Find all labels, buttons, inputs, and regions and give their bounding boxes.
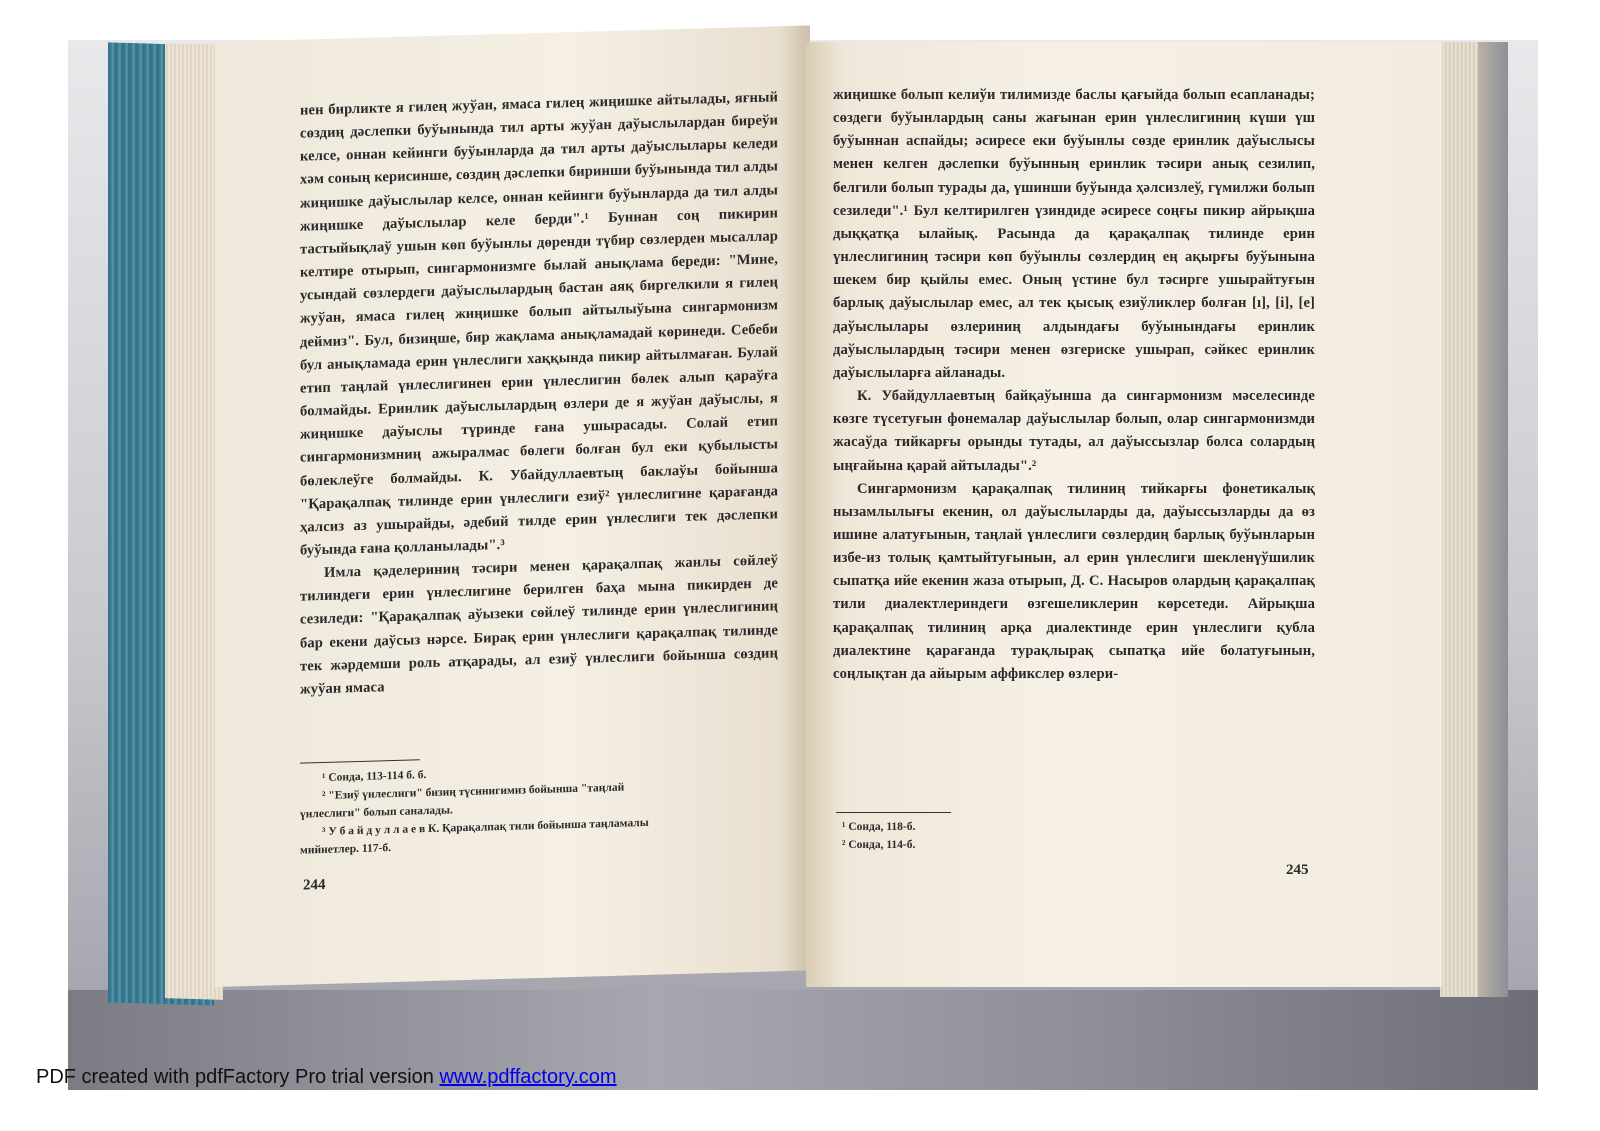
footnote-1: ¹ Сонда, 113-114 б. б. — [322, 769, 427, 785]
pdffactory-link[interactable]: www.pdffactory.com — [439, 1066, 617, 1088]
right-page-body — [833, 84, 1315, 686]
left-page — [215, 25, 810, 987]
footnote-2-cont: үнлеслиги" болып саналады. — [300, 804, 453, 821]
left-page-body — [300, 86, 778, 701]
footnote-2: ² "Езиў үнлеслиги" бизиң түсинигимиз бойынша "таңлай — [322, 781, 625, 803]
right-paragraph-3: Сингармонизм қарақалпақ тилиниң тийкарғы фонетикалық нызамлылығы екенин, ол даўыслыларды да, даўыссызларды да өз ишине алатуғынын, таңлай үнлеслиги сөзлердиң барлық буўынларын избе-из толық қамтыйтуғынын, ал ерин үнлеслиги шекленүўшилик сыпатқа ийе екенин жаза отырып, Д. С. Насыров олардың қарақалпақ тили диалектлериндеги өзгешеликлерин көрсетеди. Айрықша қарақалпақ тилиниң арқа диалектинде ерин үнлеслиги қубла диалектине қарағанда турақлырақ сыпатқа ийе болатуғынын, соңлықтан да айырым аффикслер өзлери- — [833, 480, 1315, 682]
right-paragraph-2: К. Убайдуллаевтың байқаўынша да сингармонизм мәселесинде көзге түсетуғын фонемалар даўыслылар болып, олар сингармонизмди жасаўда тийкарғы орынды тутады, ал даўыссызлар болса солардың ыңғайына қарай айтылады".² — [833, 388, 1315, 474]
right-page — [806, 42, 1442, 987]
footnote-divider — [300, 759, 420, 763]
right-paragraph-1: жиңишке болып келиўи тилимизде баслы қағыйда болып есапланады; сөздеги буўынлардың саны жағынан ерин үнлеслигиниң күши үш буўыннан аспайды; әсиресе еки буўынлы сөзде еринлик даўыслысы менен келген дәслепки буўынның еринлик тәсири анық сезилип, белгили болып турады да, үшинши буўында ҳәлсизлеў, гүмилжи болып сезиледи".¹ Бул келтирилген үзиндиде әсиресе соңғы пикир айрықша дыққатқа ылайық. Расында да қарақалпақ тилинде ерин үнлеслигиниң тәсири көп буўынлы сөзлердиң ең ақырғы буўынына шекем бир қыйлы емес. Оның үстине бул тәсирге ушырайтуғын барлық даўыслылар емес, ал тек қысық езиўликлер болған [ı], [i], [е] даўыслылары өзлериниң алдындағы буўынындағы еринлик даўыслылардың тәсири менен өзгериске ушырап, сәйкес еринлик даўыслыларға айланады. — [833, 87, 1315, 381]
book-edge-right — [1478, 42, 1508, 997]
footnote-2: ² Сонда, 114-б. — [842, 839, 916, 851]
left-paragraph-2: Имла қәделериниң тәсири менен қарақалпақ жанлы сөйлеў тилиндеги ерин үнлеслигине берилген баҳа мына пикирден де сезиледи: "Қарақалпақ аўызеки сөйлеў тилинде ерин үнлеслигиниң бар екени даўсыз нәрсе. Бирақ ерин үнлеслиги қарақалпақ тилинде тек жәрдемши роль атқарады, ал езиў үнлеслиги бойынша сөздиң жуўан ямаса — [300, 552, 778, 698]
footnote-1: ¹ Сонда, 118-б. — [842, 821, 916, 833]
page-number-right: 245 — [1286, 862, 1309, 878]
right-footnotes — [842, 818, 1142, 854]
footnote-3: ³ У б а й д у л л а е в К. Қарақалпақ тили бойынша таңламалы — [322, 816, 649, 839]
footnote-3-cont: мийнетлер. 117-б. — [300, 842, 391, 857]
left-footnotes — [300, 756, 778, 859]
pdf-creator-banner — [36, 1066, 617, 1089]
banner-text: PDF created with pdfFactory Pro trial version — [36, 1066, 440, 1088]
page-number-left: 244 — [303, 876, 326, 894]
left-paragraph-1: нен бирликте я гилең жуўан, ямаса гилең жиңишке айтылады, яғный сөздиң дәслепки буўынында тил арты жуўан даўыслылардан биреўи келсе, оннан кейинги буўынларда да тил арты даўыслылары келеди хәм соның керисинше, сөздиң дәслепки биринши буўынында тил алды жиңишке даўыслылар келсе, оннан кейинги буўынларда да тил алды жиңишке даўыслылар келе берди".¹ Буннан соң пикирин тастыйықлаў ушын көп буўынлы дөренди түбир сөзлерден мысаллар келтире отырып, сингармонизмге былай анықлама береди: "Мине, усындай сөзлердеги даўыслылардың бастан аяқ биргелкили я гилең жуўан, ямаса гилең жиңишке болып айтылыўына сингармонизм деймиз". Бул, бизиңше, бир жақлама анықламадай көринеди. Себеби бул анықламада ерин үнлеслиги хаққында пикир айтылмаған. Булай етип таңлай үнлеслигинен ерин үнлеслигин бөлек алып қараўға болмайды. Еринлик даўыслылардың өзлери де я жуўан даўыслы, я жиңишке даўыслы түринде ғана ушырасады. Солай етип сингармонизмниң ажыралмас бөлеги болған бул еки қубылысты бөлеклеўге болмайды. К. Убайдуллаевтың баклаўы бойынша "Қарақалпақ тилинде ерин үнлеслиги езиў² үнлеслигине қарағанда ҳалсиз аз ушырайды, әдебий тилде ерин үнлеслиги тек дәслепки буўында ғана қолланылады".³ — [300, 89, 778, 559]
footnote-divider — [836, 812, 951, 813]
